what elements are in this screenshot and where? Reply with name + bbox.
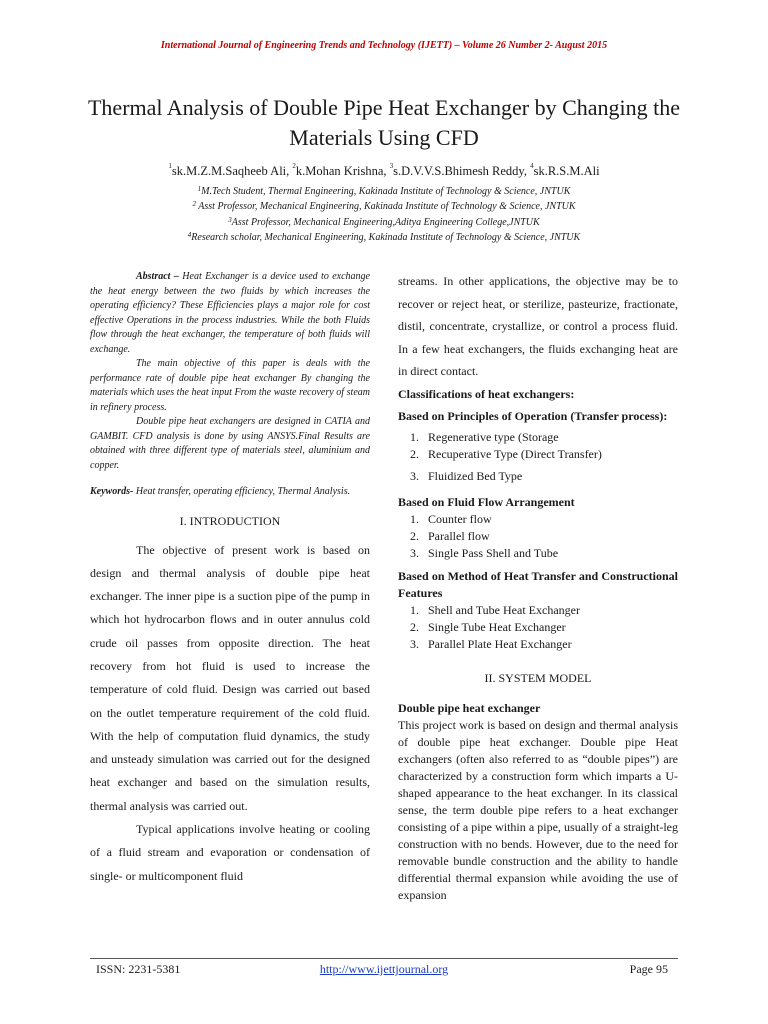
list-item: 3. Parallel Plate Heat Exchanger bbox=[422, 636, 678, 653]
list-item: 3. Single Pass Shell and Tube bbox=[422, 545, 678, 562]
list-item: 2. Recuperative Type (Direct Transfer) bbox=[422, 446, 678, 463]
affiliation-1-index: 1 bbox=[197, 185, 202, 193]
author-list bbox=[0, 164, 768, 179]
principles-list bbox=[398, 429, 678, 490]
intro-paragraph-2: Typical applications involve heating or cooling of a fluid stream and evaporation or condensation of single- or multicomponent fluid bbox=[90, 822, 370, 883]
author-1-index: 1 bbox=[168, 162, 172, 170]
abstract bbox=[90, 270, 370, 473]
affiliation-4 bbox=[0, 230, 768, 245]
abstract-paragraph-1 bbox=[90, 270, 370, 357]
construction-heading: Based on Method of Heat Transfer and Constructional Features bbox=[398, 568, 678, 600]
intro-paragraph-1: The objective of present work is based on design and thermal analysis of double pipe heat exchanger. The inner pipe is a suction pipe of the pump in which hot hydrocarbon flows and in outer annulus cold crude oil passes from opposite direction. The heat recovery from hot fluid is used to increase the temperature of cold fluid. Design was carried out based on the outlet temperature requirement of the cold fluid. With the help of computation fluid dynamics, the study and unsteady simulation was carried out for the designed heat exchanger and based on the simulation results, thermal analysis was carried out. bbox=[90, 542, 370, 813]
double-pipe-heading: Double pipe heat exchanger bbox=[398, 700, 541, 715]
paper-title: Thermal Analysis of Double Pipe Heat Exchanger by Changing the Materials Using CFD bbox=[87, 95, 681, 150]
principles-heading: Based on Principles of Operation (Transfer process): bbox=[398, 408, 668, 423]
keywords-label: Keywords- bbox=[90, 486, 134, 497]
abstract-paragraph-3: Double pipe heat exchangers are designed in CATIA and GAMBIT. CFD analysis is done by using ANSYS.Final Results are obtained with three different type of materials steel, aluminium and copper. bbox=[90, 416, 370, 471]
list-item: 3. Fluidized Bed Type bbox=[422, 463, 678, 490]
abstract-label: Abstract – bbox=[136, 271, 179, 282]
affiliation-3-index: 3 bbox=[228, 215, 232, 224]
affiliation-4-text: Research scholar, Mechanical Engineering, Kakinada Institute of Technology & Science, JNTUK bbox=[191, 231, 581, 243]
streams-paragraph: streams. In other applications, the objective may be to recover or reject heat, or sterilize, pasteurize, fractionate, distil, concentrate, crystallize, or control a process fluid. In a few heat exchangers, the fluids exchanging heat are in direct contact. bbox=[398, 274, 678, 378]
affiliation-1-text: M.Tech Student, Thermal Engineering, Kakinada Institute of Technology & Science, JNTUK bbox=[201, 186, 571, 197]
footer-rule bbox=[90, 958, 678, 959]
construction-list bbox=[398, 602, 678, 653]
issn: ISSN: 2231-5381 bbox=[96, 962, 181, 976]
classifications-heading: Classifications of heat exchangers: bbox=[398, 386, 575, 401]
system-model-heading: II. SYSTEM MODEL bbox=[484, 670, 592, 685]
author-4: sk.R.S.M.Ali bbox=[533, 164, 600, 178]
abstract-text-1: Heat Exchanger is a device used to exchange the heat energy between the two fluids by which increases the operating efficiency? These Efficiencies plays a major role for cost effective Operations in the process industries. While the both Fluids flow through the heat exchanger, the temperature of both fluids will exchange. bbox=[90, 271, 370, 355]
intro-heading: I. INTRODUCTION bbox=[179, 513, 281, 528]
list-item: 2. Parallel flow bbox=[422, 528, 678, 545]
affiliation-2-index: 2 bbox=[192, 200, 196, 209]
affiliation-4-index: 4 bbox=[187, 230, 192, 239]
flow-list bbox=[398, 511, 678, 562]
author-1: sk.M.Z.M.Saqheeb Ali, bbox=[171, 164, 293, 178]
right-column bbox=[398, 270, 678, 904]
list-item: 1. Counter flow bbox=[422, 511, 678, 528]
author-4-index: 4 bbox=[530, 162, 534, 170]
affiliation-2 bbox=[0, 199, 768, 214]
list-item: 2. Single Tube Heat Exchanger bbox=[422, 619, 678, 636]
left-column bbox=[90, 270, 370, 888]
affiliation-2-text: Asst Professor, Mechanical Engineering, Kakinada Institute of Technology & Science, JNTUK bbox=[195, 201, 576, 213]
author-3: s.D.V.V.S.Bhimesh Reddy, bbox=[393, 164, 531, 178]
affiliation-3-text: Asst Professor, Mechanical Engineering,Aditya Engineering College,JNTUK bbox=[231, 216, 540, 228]
affiliations bbox=[0, 184, 768, 245]
page-number: Page 95 bbox=[629, 962, 668, 976]
affiliation-1 bbox=[0, 184, 768, 199]
journal-link[interactable]: http://www.ijettjournal.org bbox=[319, 962, 449, 976]
journal-header: International Journal of Engineering Trends and Technology (IJETT) – Volume 26 Number 2- August 2015 bbox=[160, 40, 608, 51]
author-2: k.Mohan Krishna, bbox=[295, 164, 390, 178]
author-2-index: 2 bbox=[292, 162, 296, 170]
double-pipe-paragraph: This project work is based on design and thermal analysis of double pipe heat exchanger. Double pipe Heat exchangers (often also referred to as “double pipes”) are characterized by a construction form which imparts a U-shaped appearance to the heat exchanger. In its classical sense, the term double pipe refers to a heat exchanger consisting of a pipe within a pipe, usually of a straight-leg construction with no bends. However, due to the need for removable bundle construction and the ability to handle differential thermal expansion while avoiding the use of expansion bbox=[398, 717, 678, 902]
abstract-paragraph-2: The main objective of this paper is deals with the performance rate of double pipe heat exchanger By changing the materials which uses the heat input From the waste recovery of steam in refinery process. bbox=[90, 358, 370, 413]
author-3-index: 3 bbox=[389, 162, 394, 170]
keywords bbox=[90, 485, 370, 500]
flow-heading: Based on Fluid Flow Arrangement bbox=[398, 494, 575, 509]
keywords-text: Heat transfer, operating efficiency, Thermal Analysis. bbox=[133, 486, 351, 497]
affiliation-3 bbox=[0, 215, 768, 230]
list-item: 1. Shell and Tube Heat Exchanger bbox=[422, 602, 678, 619]
list-item: 1. Regenerative type (Storage bbox=[422, 429, 678, 446]
